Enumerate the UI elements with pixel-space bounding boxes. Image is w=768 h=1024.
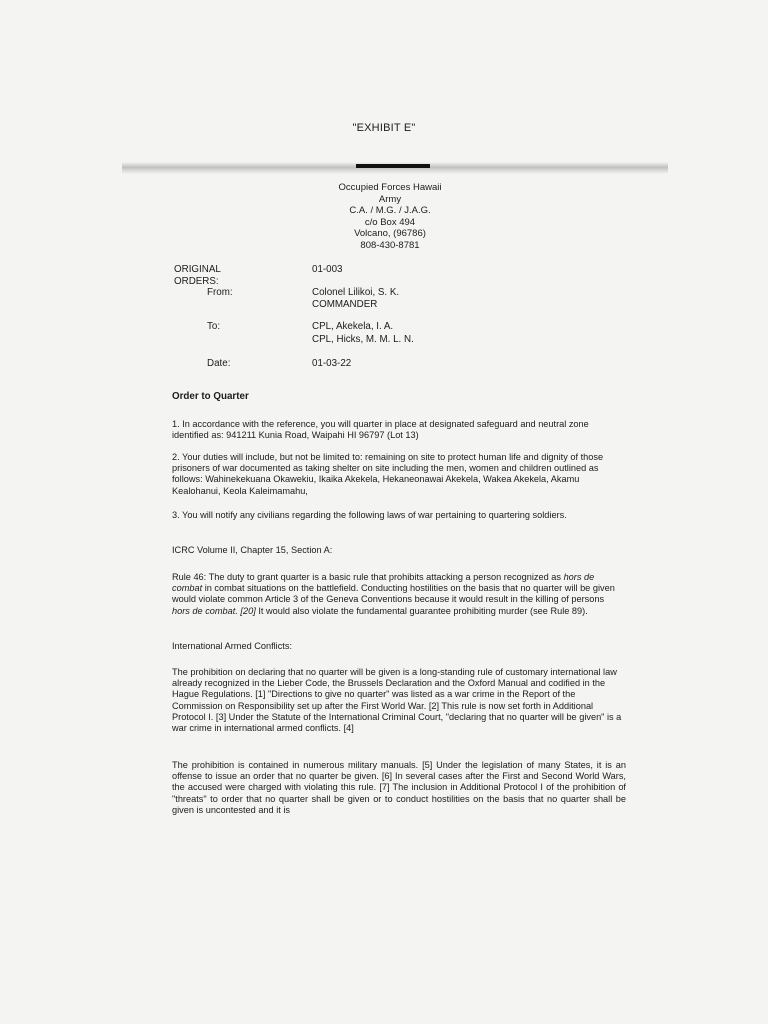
letterhead-box: c/o Box 494 [364,216,416,228]
to-recipient-1: CPL, Akekela, I. A. [312,321,394,332]
letterhead-city: Volcano, (96786) [354,228,426,240]
rule-46-text-c: It would also violate the fundamental guarantee prohibiting murder (see Rule 89). [255,605,588,616]
paragraph-2: 2. Your duties will include, but not be limited to: remaining on site to protect human life and dignity of those prisoners of war documented as taking shelter on site including the men, women and children outlined as follows: Wahinekekuana Okawekiu, Ikaika Akekela, Hekaneonawai Akekela, Wakea Akekela, Akamu Kealohanui, Keola Kaleimamahu, [172,452,604,496]
section-heading: Order to Quarter [172,391,249,402]
rule-46-paragraph [172,572,622,617]
letterhead-org: Occupied Forces Hawaii [338,182,442,193]
icrc-reference: ICRC Volume II, Chapter 15, Section A: [172,545,333,555]
from-name: Colonel Lilikoi, S. K. [312,287,400,298]
from-title: COMMANDER [312,299,378,310]
rule-46-emphasis-2: hors de combat. [20] [172,605,256,616]
paragraph-3: 3. You will notify any civilians regarding the following laws of war pertaining to quartering soldiers. [172,510,567,520]
rule-46-emphasis-1: hors de combat [172,572,595,594]
orders-label: ORIGINAL ORDERS: [174,264,221,287]
rule-46-text-b: in combat situations on the battlefield. Conducting hostilities on the basis that no quarter will be given would violate common Article 3 of the Geneva Conventions because it would result in the killing of persons [172,583,615,605]
paragraph-1: 1. In accordance with the reference, you will quarter in place at designated safeguard and neutral zone identified as: 941211 Kunia Road, Waipahi HI 96797 (Lot 13) [172,419,589,441]
to-label: To: [207,321,221,332]
letterhead-phone: 808-430-8781 [360,239,420,251]
date-value: 01-03-22 [312,358,352,369]
orders-number: 01-003 [312,264,343,275]
date-label: Date: [207,358,231,369]
manuals-paragraph: The prohibition is contained in numerous military manuals. [5] Under the legislation of many States, it is an offense to issue an order that no quarter be given. [6] In several cases after the First and Second World Wars, the accused were charged with violating this rule. [7] The inclusion in Additional Protocol I of the prohibition of "threats" to order that no quarter shall be given or to conduct hostilities on the basis that no quarter shall be given is uncontested and it is [172,760,626,815]
iac-heading: International Armed Conflicts: [172,641,293,651]
to-recipient-2: CPL, Hicks, M. M. L. N. [312,334,414,345]
exhibit-title: "EXHIBIT E" [352,122,416,134]
from-label: From: [207,287,233,298]
letterhead-branch: Army [378,193,402,205]
scan-artifact-mark [356,164,430,168]
letterhead-department: C.A. / M.G. / J.A.G. [349,205,431,217]
rule-46-text-a: Rule 46: The duty to grant quarter is a basic rule that prohibits attacking a person recognized as [172,572,561,582]
letterhead [0,182,768,252]
prohibition-paragraph: The prohibition on declaring that no quarter will be given is a long-standing rule of customary international law already recognized in the Lieber Code, the Brussels Declaration and the Oxford Manual and codified in the Hague Regulations. [1] "Directions to give no quarter" was listed as a war crime in the Report of the Commission on Responsibility set up after the First World War. [2] This rule is now set forth in Additional Protocol I. [3] Under the Statute of the International Criminal Court, "declaring that no quarter will be given" is a war crime in international armed conflicts. [4] [172,667,622,734]
